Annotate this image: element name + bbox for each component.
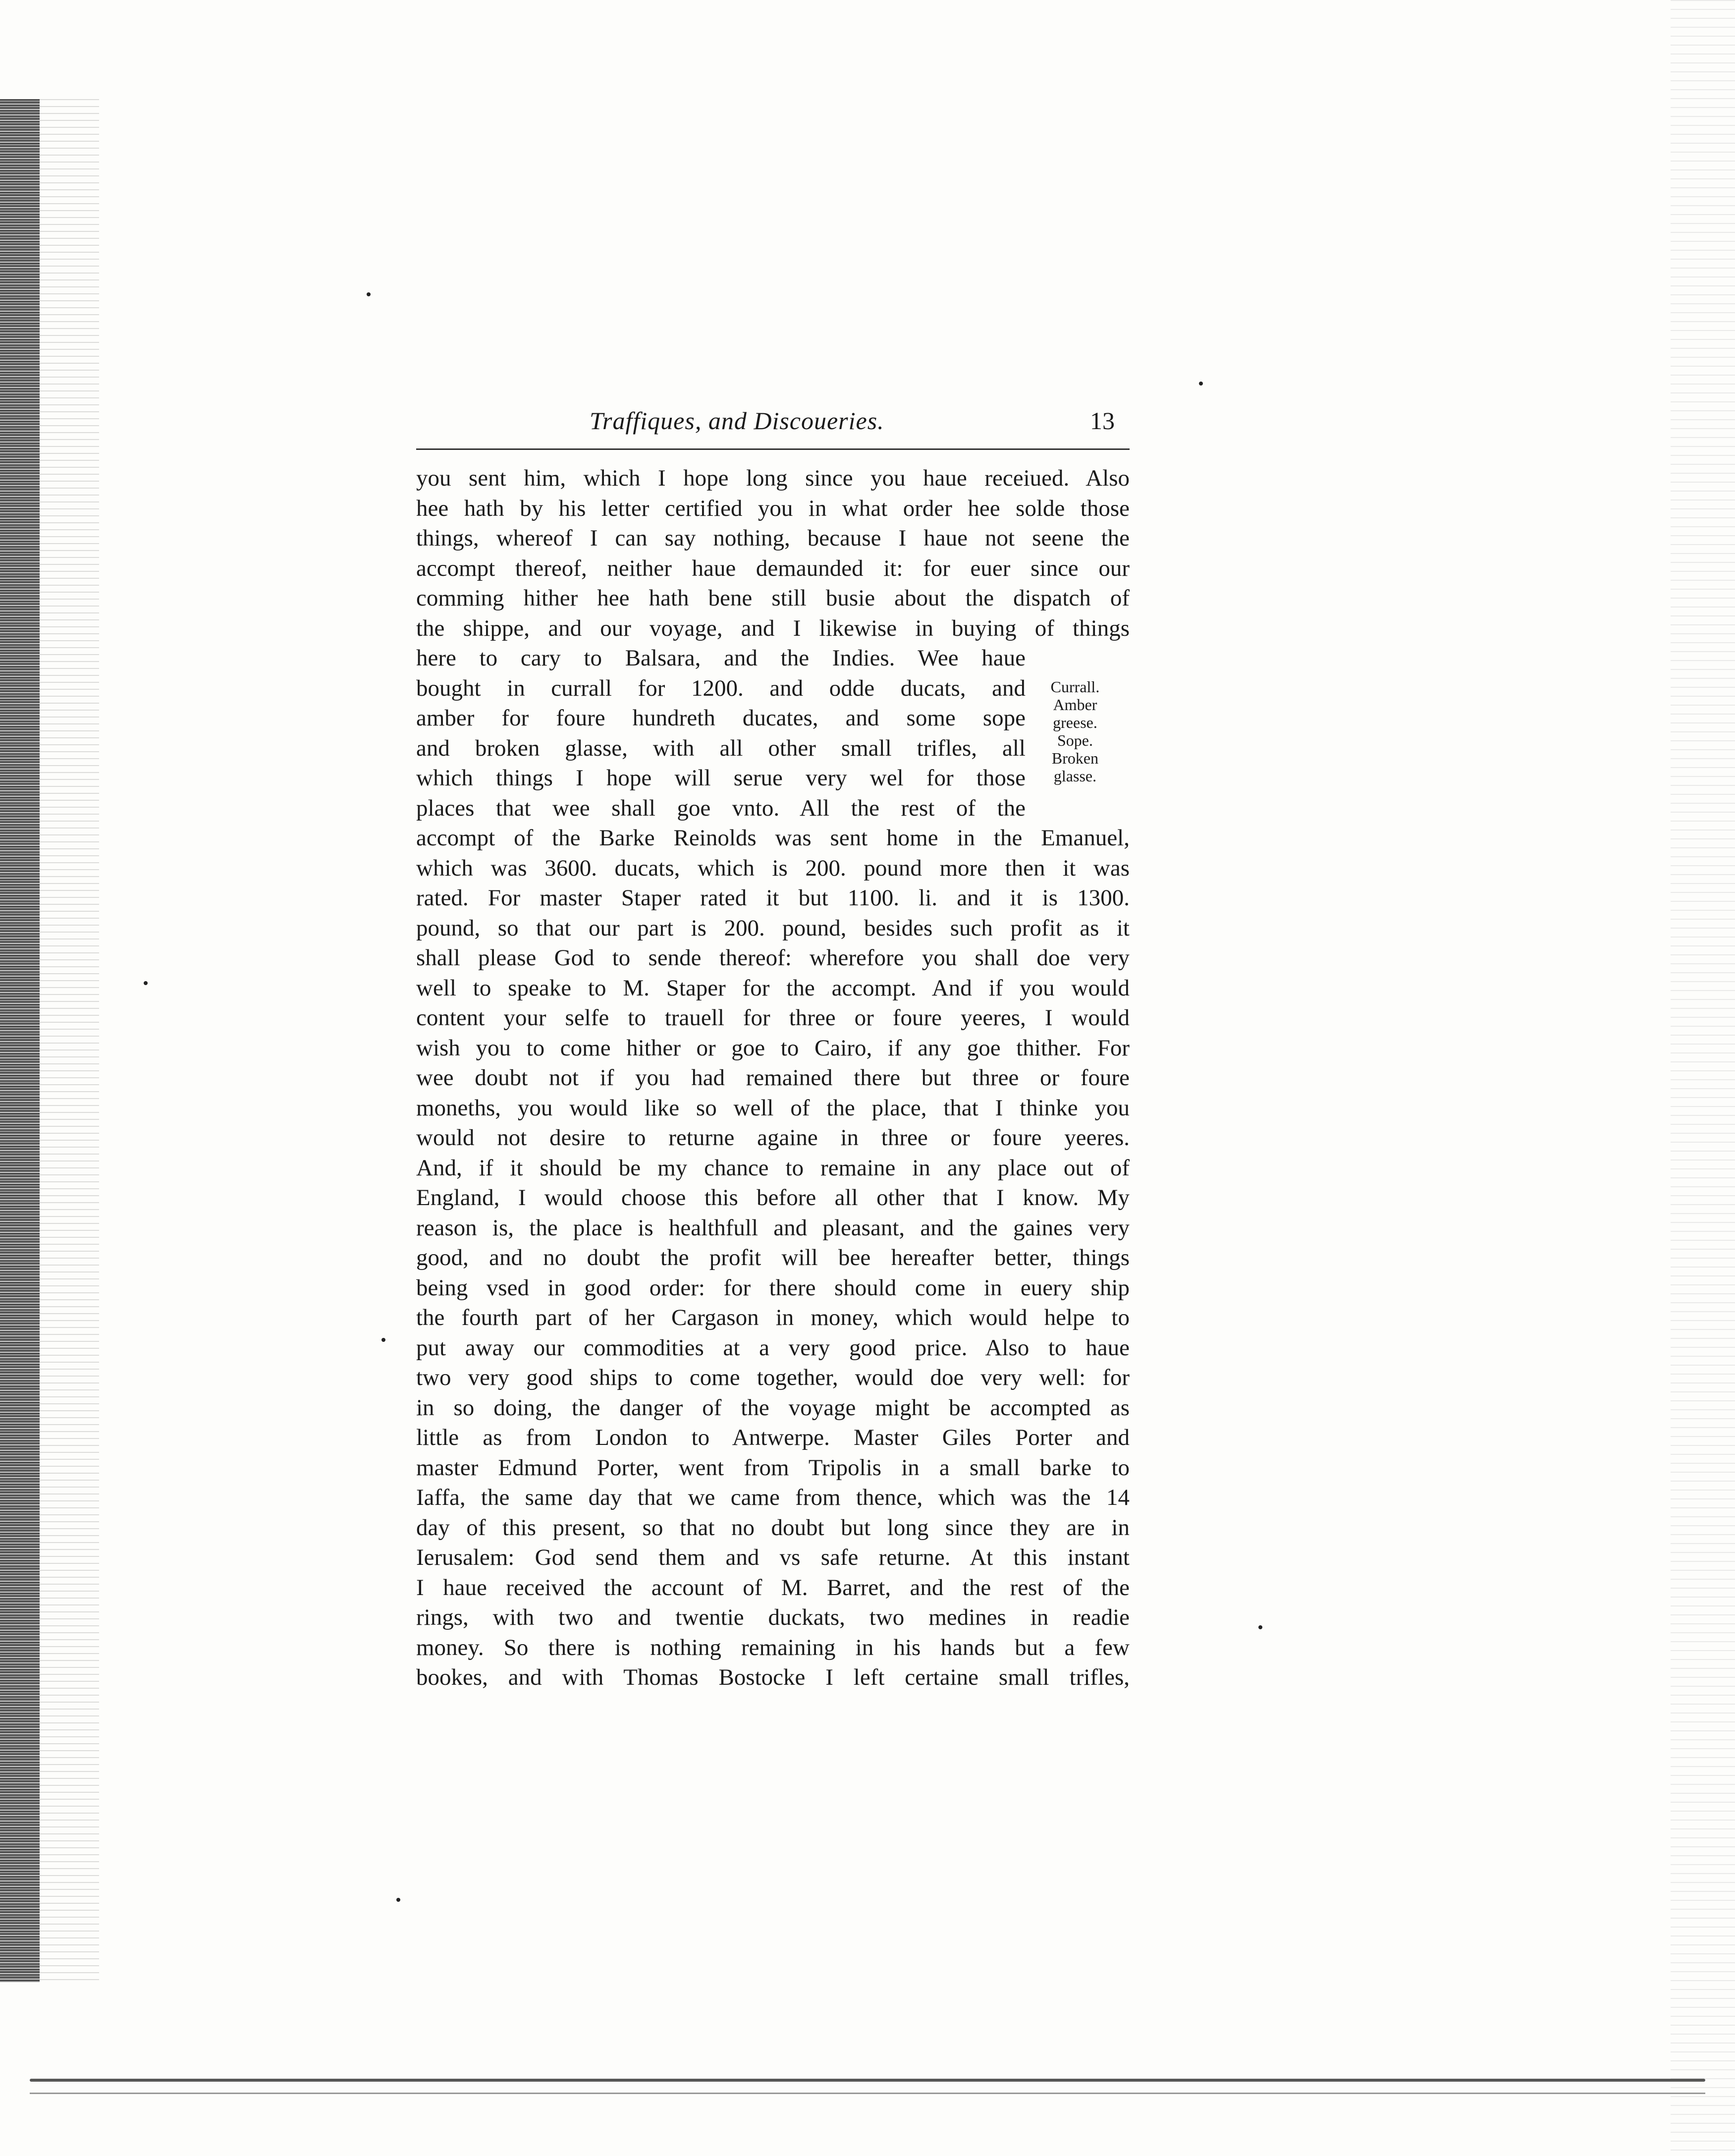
margin-note [1028,678,1122,785]
body-text [416,463,1130,1693]
text-line: amber for foure hundreth ducates, and some sope [416,705,1026,731]
scan-left-edge-shadow [40,99,99,1982]
text-line: pound, so that our part is 200. pound, besides such profit as it [416,915,1130,941]
scan-right-edge [1671,0,1735,2156]
text-line: put away our commodities at a very good price. Also to haue [416,1334,1130,1361]
text-line: accompt thereof, neither haue demaunded it: for euer since our [416,555,1130,581]
text-line: would not desire to returne againe in three or foure yeeres. [416,1125,1130,1151]
scan-bottom-edge-secondary [30,2093,1705,2094]
text-line: bookes, and with Thomas Bostocke I left certaine small trifles, [416,1664,1130,1690]
margin-note-line: Broken [1051,749,1099,767]
running-head-title: Traffiques, and Discoueries. [590,407,884,435]
margin-note-line: glasse. [1053,767,1097,785]
scan-left-edge [0,99,40,1982]
scan-speck [1199,382,1203,386]
margin-note-line: Currall. [1050,678,1100,696]
text-line: reason is, the place is healthfull and pleasant, and the gaines very [416,1215,1130,1241]
text-line: shall please God to sende thereof: wherefore you shall doe very [416,945,1130,971]
scan-speck [396,1898,400,1902]
text-line: which things I hope will serue very wel for those [416,765,1026,791]
head-rule [416,448,1130,450]
text-line: the fourth part of her Cargason in money, which would helpe to [416,1305,1130,1330]
text-line: wee doubt not if you had remained there but three or foure [416,1065,1130,1091]
text-line: comming hither hee hath bene still busie about the dispatch of [416,585,1130,611]
text-line: two very good ships to come together, would doe very well: for [416,1365,1130,1390]
text-line: accompt of the Barke Reinolds was sent home in the Emanuel, [416,825,1130,851]
text-line: bought in currall for 1200. and odde ducats, and [416,675,1026,701]
scan-speck [1258,1625,1262,1629]
text-line: in so doing, the danger of the voyage might be accompted as [416,1394,1130,1421]
text-line: And, if it should be my chance to remaine in any place out of [416,1155,1130,1181]
margin-note-line: Sope. [1057,731,1093,749]
text-line: here to cary to Balsara, and the Indies. Wee haue [416,645,1026,671]
scan-speck [381,1338,385,1342]
text-line: hee hath by his letter certified you in what order hee solde those [416,495,1130,521]
text-line: content your selfe to trauell for three or foure yeeres, I would [416,1005,1130,1031]
page-number: 13 [1090,407,1115,435]
text-line: I haue received the account of M. Barret, and the rest of the [416,1574,1130,1601]
scan-speck [144,981,148,985]
running-head [416,406,1130,446]
text-line: being vsed in good order: for there should come in euery ship [416,1274,1130,1301]
text-line: rings, with two and twentie duckats, two medines in readie [416,1604,1130,1630]
text-line: little as from London to Antwerpe. Master Giles Porter and [416,1425,1130,1450]
text-line: day of this present, so that no doubt but long since they are in [416,1514,1130,1541]
text-line: moneths, you would like so well of the place, that I thinke you [416,1095,1130,1121]
text-line: things, whereof I can say nothing, because I haue not seene the [416,525,1130,551]
text-line: master Edmund Porter, went from Tripolis in a small barke to [416,1454,1130,1481]
margin-note-line: greese. [1053,714,1097,731]
text-line: wish you to come hither or goe to Cairo, if any goe thither. For [416,1035,1130,1061]
text-line: which was 3600. ducats, which is 200. pound more then it was [416,855,1130,881]
text-line: you sent him, which I hope long since you haue receiued. Also [416,465,1130,491]
text-line: places that wee shall goe vnto. All the rest of the [416,795,1026,821]
scan-bottom-edge [30,2079,1705,2082]
text-line: Iaffa, the same day that we came from thence, which was the 14 [416,1485,1130,1510]
text-line: the shippe, and our voyage, and I likewise in buying of things [416,615,1130,641]
text-line: well to speake to M. Staper for the accompt. And if you would [416,975,1130,1001]
text-line: good, and no doubt the profit will bee hereafter better, things [416,1245,1130,1271]
margin-note-line: Amber [1053,696,1097,714]
text-line: Ierusalem: God send them and vs safe returne. At this instant [416,1545,1130,1570]
text-line: money. So there is nothing remaining in his hands but a few [416,1634,1130,1660]
text-line: and broken glasse, with all other small trifles, all [416,735,1026,761]
text-line: rated. For master Staper rated it but 1100. li. and it is 1300. [416,885,1130,911]
text-line: England, I would choose this before all other that I know. My [416,1185,1130,1211]
scan-speck [367,292,371,296]
